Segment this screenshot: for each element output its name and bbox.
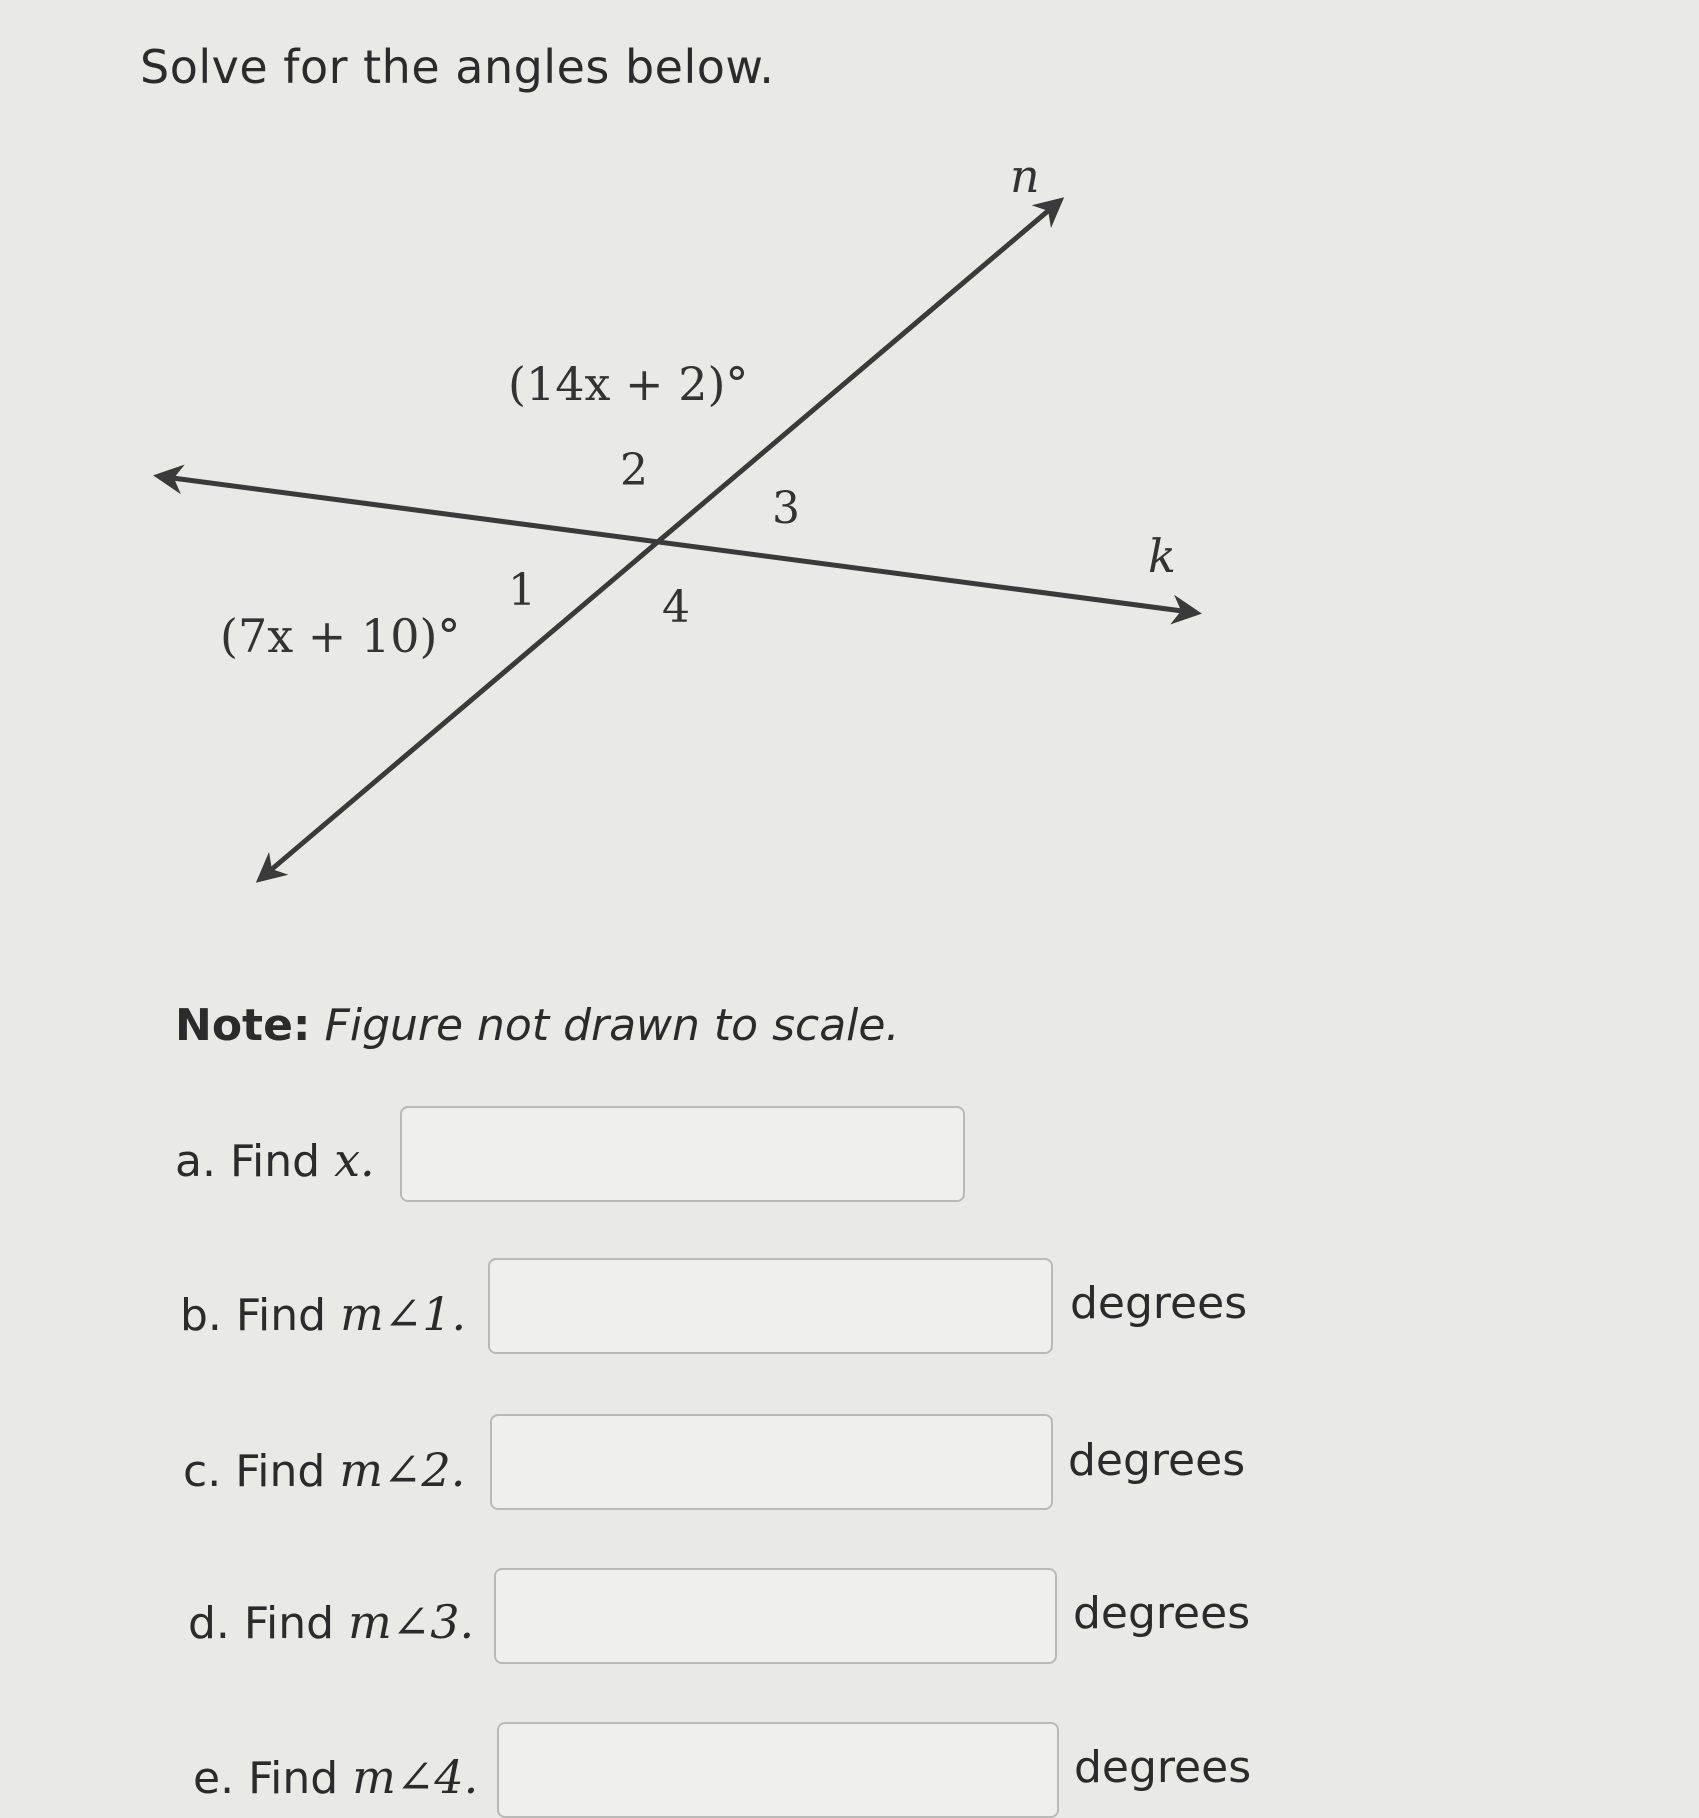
question-prompt: Find [235,1446,326,1497]
question-e [193,1750,478,1804]
question-prompt: Find [229,1136,321,1187]
answer-input-angle-4[interactable] [497,1722,1059,1818]
question-b [180,1287,466,1341]
page-title: Solve for the angles below. [140,40,775,94]
question-prompt: Find [248,1753,339,1804]
unit-degrees: degrees [1068,1435,1246,1486]
question-math: m∠3. [348,1595,475,1649]
question-letter: a. [175,1136,216,1187]
note-prefix: Note: [175,1000,311,1051]
line-k-label: k [1148,529,1176,583]
scale-note [175,1000,899,1051]
expression-14x-plus-2: (14x + 2)° [508,357,749,411]
answer-input-angle-3[interactable] [494,1568,1057,1664]
unit-degrees: degrees [1074,1742,1252,1793]
question-math: m∠2. [339,1443,466,1497]
question-a [175,1133,375,1187]
question-prompt: Find [243,1598,335,1649]
question-letter: e. [193,1753,235,1804]
line-n [265,205,1055,875]
angle-label-3: 3 [772,483,800,534]
answer-input-x[interactable] [400,1106,965,1202]
question-math: m∠4. [352,1750,479,1804]
question-letter: d. [188,1598,230,1649]
question-letter: c. [183,1446,222,1497]
question-c [183,1443,465,1497]
answer-input-angle-1[interactable] [488,1258,1053,1354]
angle-label-4: 4 [662,582,690,633]
question-d [188,1595,474,1649]
line-n-label: n [1010,149,1040,203]
question-prompt: Find [235,1290,327,1341]
expression-7x-plus-10: (7x + 10)° [220,609,461,663]
angle-label-2: 2 [620,445,648,496]
unit-degrees: degrees [1073,1588,1251,1639]
unit-degrees: degrees [1070,1278,1248,1329]
angle-label-1: 1 [508,565,536,616]
question-letter: b. [180,1290,222,1341]
note-text: Figure not drawn to scale. [324,1000,900,1051]
question-math: m∠1. [340,1287,467,1341]
answer-input-angle-2[interactable] [490,1414,1053,1510]
question-math: x. [334,1133,375,1187]
